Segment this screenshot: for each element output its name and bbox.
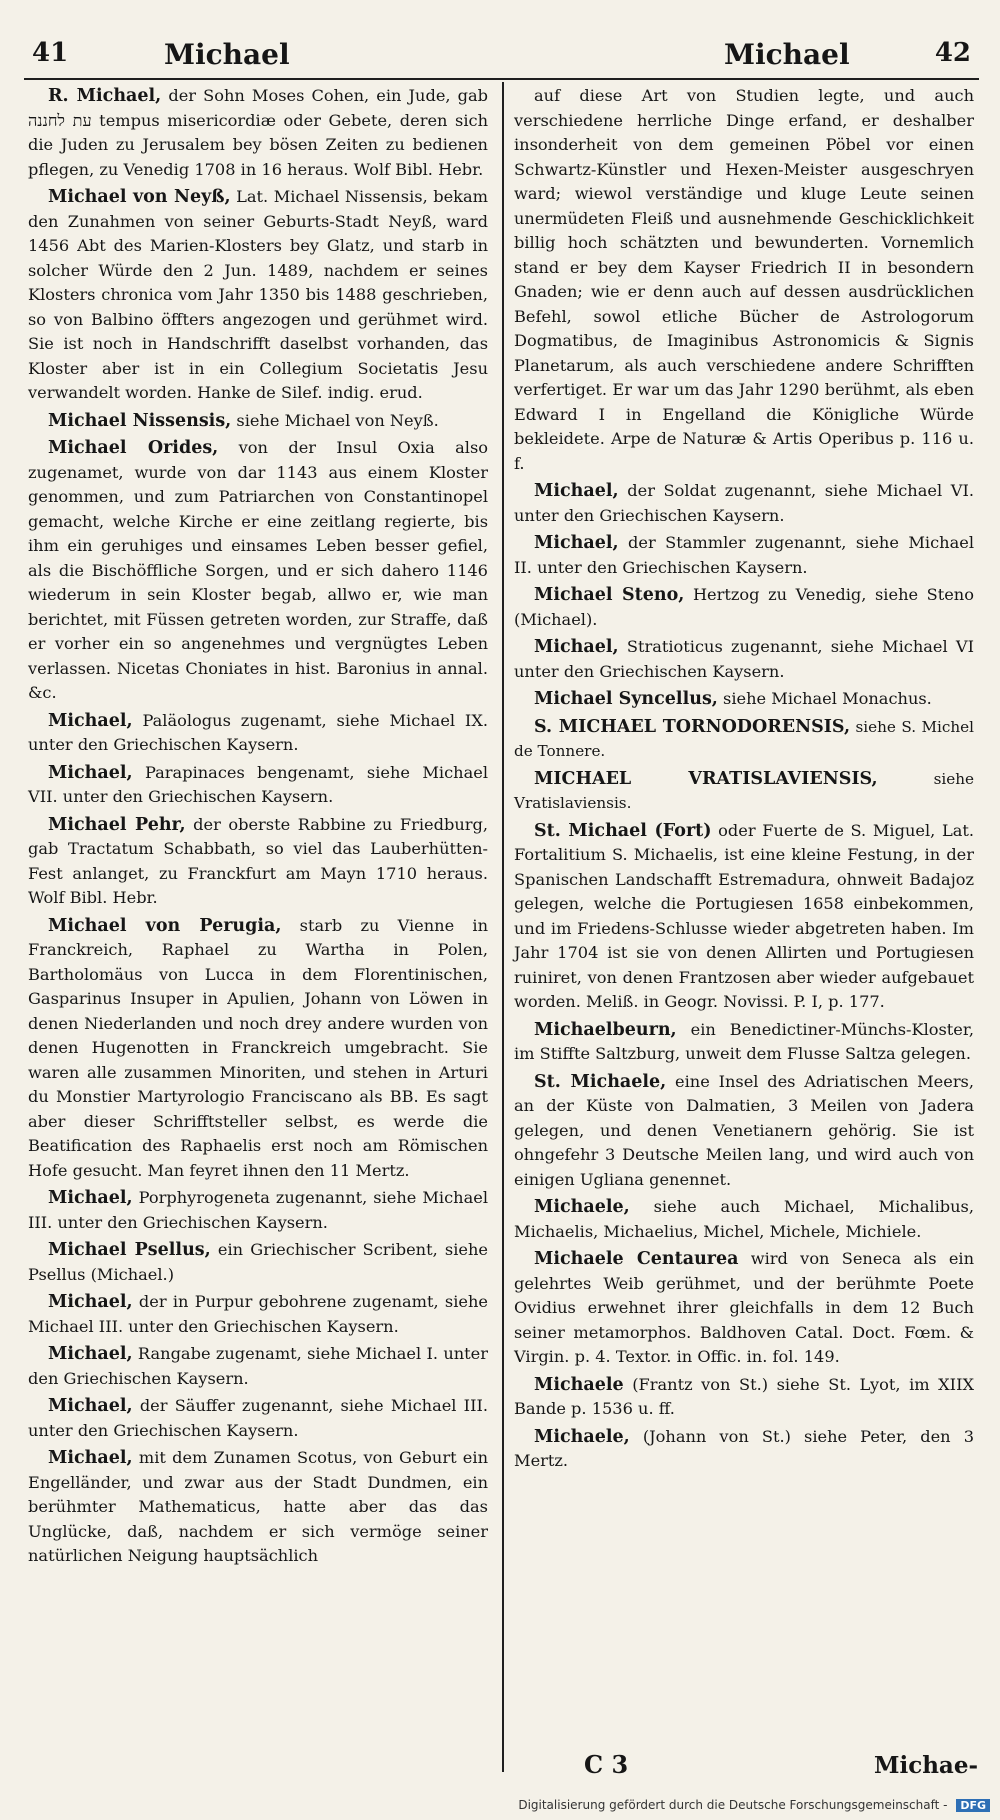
entry-headword: Michael Nissensis,	[48, 410, 232, 431]
entry-text: (Frantz von St.) siehe St. Lyot, im XIIX Bande p. 1536 u. ff.	[514, 1374, 974, 1418]
dictionary-entry	[514, 1070, 974, 1194]
entry-headword: R. Michael,	[48, 86, 162, 106]
entry-headword: Michaele Centaurea	[534, 1249, 739, 1269]
entry-text: ein Griechischer Scribent, siehe Psellus (Michael.)	[28, 1240, 488, 1284]
entry-headword: Michael,	[534, 637, 619, 657]
entry-headword: Michaele	[534, 1374, 624, 1395]
entry-text: Paläologus zugenamt, siehe Michael IX. unter den Griechischen Kaysern.	[28, 710, 488, 754]
entry-headword: S. MICHAEL TORNODORENSIS,	[534, 716, 851, 737]
entry-headword: Michael,	[48, 1292, 133, 1312]
entry-headword: Michael von Perugia,	[48, 915, 282, 936]
dictionary-entry	[28, 914, 488, 1185]
dfg-logo: DFG	[956, 1799, 990, 1812]
entry-text: eine Insel des Adriatischen Meers, an der Küste von Dalmatien, 3 Meilen von Jadera gelegen, und denen Venetianern gehörig. Sie ist ohngefehr 3 Deutsche Meilen lang, und wird auch von einigen Ugliana genennet.	[514, 1071, 975, 1189]
entry-headword: Michaele,	[534, 1197, 630, 1217]
entry-text: der Soldat zugenannt, siehe Michael VI. unter den Griechischen Kaysern.	[514, 481, 974, 525]
left-column	[28, 84, 488, 1572]
entry-headword: MICHAEL VRATISLAVIENSIS,	[534, 768, 878, 789]
columns	[24, 84, 979, 1734]
entry-text: starb zu Vienne in Franckreich, Raphael zu Wartha in Polen, Bartholomäus von Lucca in dem Florentinischen, Gasparinus Insuper in Apulien, Johann von Löwen in denen Niederlanden und noch drey andere wurden von denen Hugenotten in Franckreich umgebracht. Sie waren alle zusammen Minoriten, und stehen in Arturi du Monstier Martyrologio Franciscano als BB. Es sagt aber dieser Schrifftsteller selbst, es werde die Beatification des Raphaelis erst noch am Römischen Hofe gesucht. Man feyret ihnen den 11 Mertz.	[28, 915, 488, 1180]
catchword: Michae-	[874, 1752, 979, 1779]
entry-text: der oberste Rabbine zu Friedburg, gab Tractatum Schabbath, so viel das Lauberhütten-Fest anlanget, zu Franckfurt am Mayn 1710 heraus. Wolf Bibl. Hebr.	[28, 814, 488, 907]
dictionary-entry	[514, 1373, 974, 1423]
entry-text: Lat. Michael Nissensis, bekam den Zunahmen von seiner Geburts-Stadt Neyß, ward 1456 Abt des Marien-Klosters bey Glatz, und starb in solcher Würde den 2 Jun. 1489, nachdem er seines Klosters chronica vom Jahr 1350 bis 1488 geschrieben, so von Balbino öffters angezogen und gerühmet wird. Sie ist noch in Handschrifft daselbst vorhanden, das Kloster aber ist in ein Collegium Societatis Jesu verwandelt worden. Hanke de Silef. indig. erud.	[28, 187, 488, 402]
entry-text: siehe Michael Monachus.	[717, 689, 932, 708]
entry-text: siehe Michael von Neyß.	[231, 410, 439, 430]
signature-mark: C 3	[584, 1750, 629, 1779]
entry-headword: Michael,	[48, 762, 133, 783]
left-running-title: Michael	[164, 38, 290, 71]
footer-text: Digitalisierung gefördert durch die Deutsche Forschungsgemeinschaft -	[518, 1798, 948, 1812]
dictionary-entry	[514, 635, 974, 685]
entry-text: Stratioticus zugenannt, siehe Michael VI unter den Griechischen Kaysern.	[514, 637, 974, 681]
entry-text: von der Insul Oxia also zugenamet, wurde von dar 1143 aus einem Kloster genommen, und zum Patriarchen von Constantinopel gemacht, welche Kirche er eine zeitlang regierte, bis ihm ein geruhiges und einsames Leben besser gefiel, als die Bischöffliche Sorgen, und er sich dahero 1146 wiederum in sein Kloster begab, allwo er, wie man berichtet, mit Füssen getreten worden, zur Straffe, daß er vorher ein so angenehmes und vergnügtes Leben verlassen. Nicetas Choniates in hist. Baronius in annal. &c.	[28, 438, 489, 702]
page-header	[24, 32, 979, 80]
entry-headword: Michael,	[48, 1188, 133, 1208]
dictionary-entry	[514, 715, 974, 765]
right-column	[514, 84, 974, 1477]
entry-headword: Michael,	[48, 710, 133, 731]
entry-headword: Michael von Neyß,	[48, 187, 231, 207]
entry-text: auf diese Art von Studien legte, und auch verschiedene herrliche Dinge erfand, er deshalber insonderheit von dem gemeinen Pöbel vor einen Schwartz-Künstler und Hexen-Meister ausgeschryen ward; wiewol verständige und kluge Leute seinen unermüdeten Fleiß und ausnehmende Geschicklichkeit billig hoch schätzten und bewunderten. Vornemlich stand er bey dem Kayser Friedrich II in besondern Gnaden; wie er denn auch auf dessen ausdrücklichen Befehl, sowol etliche Bücher de Astrologorum Dogmatibus, de Imaginibus Astronomicis & Signis Planetarum, als auch verschiedene andere Schrifften verfertiget. Er war um das Jahr 1290 berühmt, als eben Edward I in Engelland die Königliche Würde bekleidete. Arpe de Naturæ & Artis Operibus p. 116 u. f.	[514, 86, 974, 473]
dictionary-entry	[514, 1247, 974, 1371]
entry-headword: St. Michaele,	[534, 1071, 667, 1092]
entry-text: der Säuffer zugenannt, siehe Michael III. unter den Griechischen Kaysern.	[28, 1396, 488, 1440]
entry-text: Rangabe zugenamt, siehe Michael I. unter den Griechischen Kaysern.	[28, 1344, 488, 1388]
entry-headword: Michael,	[534, 481, 619, 501]
dictionary-entry	[28, 1342, 488, 1392]
dictionary-entry	[514, 479, 974, 529]
entry-headword: Michael,	[48, 1448, 133, 1468]
entry-text: der in Purpur gebohrene zugenamt, siehe Michael III. unter den Griechischen Kaysern.	[28, 1292, 488, 1336]
dictionary-entry	[514, 1018, 974, 1068]
left-page-number: 41	[32, 38, 69, 68]
right-running-title: Michael	[724, 38, 850, 71]
dictionary-entry	[28, 709, 488, 759]
entry-headword: Michael,	[48, 1344, 133, 1364]
entry-headword: Michael Psellus,	[48, 1240, 211, 1260]
entry-headword: Michaelbeurn,	[534, 1019, 677, 1040]
entry-text: mit dem Zunamen Scotus, von Geburt ein Engelländer, und zwar aus der Stadt Dundmen, ein berühmter Mathematicus, hatte aber das das Unglücke, daß, nachdem er sich vermöge seiner natürlichen Neigung hauptsächlich	[28, 1448, 488, 1565]
digitization-footer	[518, 1798, 990, 1812]
dictionary-entry	[28, 1290, 488, 1340]
entry-headword: Michael Syncellus,	[534, 689, 718, 709]
dictionary-entry	[28, 1238, 488, 1288]
entry-text: Porphyrogeneta zugenannt, siehe Michael III. unter den Griechischen Kaysern.	[28, 1188, 488, 1232]
dictionary-entry	[514, 1425, 974, 1475]
dictionary-entry	[514, 1195, 974, 1245]
dictionary-entry	[28, 436, 488, 707]
dictionary-entry	[28, 185, 488, 407]
entry-text: wird von Seneca als ein gelehrtes Weib gerühmet, und der berühmte Poete Ovidius erwehnet ihrer gleichfalls in dem 12 Buch seiner metamorphos. Baldhoven Catal. Doct. Fœm. & Virgin. p. 4. Textor. in Offic. in. fol. 149.	[514, 1249, 974, 1366]
entry-text: Parapinaces bengenamt, siehe Michael VII. unter den Griechischen Kaysern.	[28, 762, 488, 806]
entry-text: siehe Vratislaviensis.	[514, 769, 974, 812]
dictionary-entry	[28, 1446, 488, 1570]
dictionary-entry	[514, 531, 974, 581]
entry-headword: Michael Pehr,	[48, 814, 186, 835]
dictionary-entry	[514, 583, 974, 633]
right-page-number: 42	[934, 38, 971, 68]
dictionary-entry	[28, 813, 488, 912]
entry-text: der Sohn Moses Cohen, ein Jude, gab עת לחננה tempus misericordiæ oder Gebete, deren sich die Juden zu Jerusalem bey bösen Zeiten zu bedienen pflegen, zu Venedig 1708 in 16 heraus. Wolf Bibl. Hebr.	[28, 86, 488, 179]
entry-headword: Michael,	[534, 533, 619, 553]
entry-text: Hertzog zu Venedig, siehe Steno (Michael).	[514, 585, 974, 629]
dictionary-entry	[28, 1394, 488, 1444]
entry-text: siehe auch Michael, Michalibus, Michaelis, Michaelius, Michel, Michele, Michiele.	[514, 1197, 974, 1241]
dictionary-entry	[28, 1186, 488, 1236]
lexicon-page	[24, 32, 979, 1792]
entry-headword: St. Michael (Fort)	[534, 820, 712, 841]
dictionary-entry	[514, 84, 974, 477]
dictionary-entry	[514, 767, 974, 817]
entry-text: siehe S. Michel de Tonnere.	[514, 717, 975, 760]
entry-headword: Michael Orides,	[48, 438, 219, 458]
entry-headword: Michael Steno,	[534, 585, 685, 605]
dictionary-entry	[28, 409, 488, 435]
entry-text: (Johann von St.) siehe Peter, den 3 Mertz.	[514, 1426, 974, 1470]
entry-headword: Michaele,	[534, 1426, 630, 1447]
entry-headword: Michael,	[48, 1396, 133, 1416]
dictionary-entry	[514, 687, 974, 713]
dictionary-entry	[28, 761, 488, 811]
entry-text: der Stammler zugenannt, siehe Michael II. unter den Griechischen Kaysern.	[514, 533, 974, 577]
entry-text: ein Benedictiner-Münchs-Kloster, im Stiffte Saltzburg, unweit dem Flusse Saltza gelegen.	[514, 1019, 974, 1063]
dictionary-entry	[28, 84, 488, 183]
entry-text: oder Fuerte de S. Miguel, Lat. Fortalitium S. Michaelis, ist eine kleine Festung, in der Spanischen Landschafft Estremadura, ohnweit Badajoz gelegen, welche die Portugiesen 1658 einbekommen, und im Friedens-Schlusse wieder abgetreten haben. Im Jahr 1704 ist sie von denen Allirten und Portugiesen ruiniret, von denen Frantzosen aber wieder aufgebauet worden. Meliß. in Geogr. Novissi. P. I, p. 177.	[514, 820, 974, 1011]
dictionary-entry	[514, 819, 974, 1016]
